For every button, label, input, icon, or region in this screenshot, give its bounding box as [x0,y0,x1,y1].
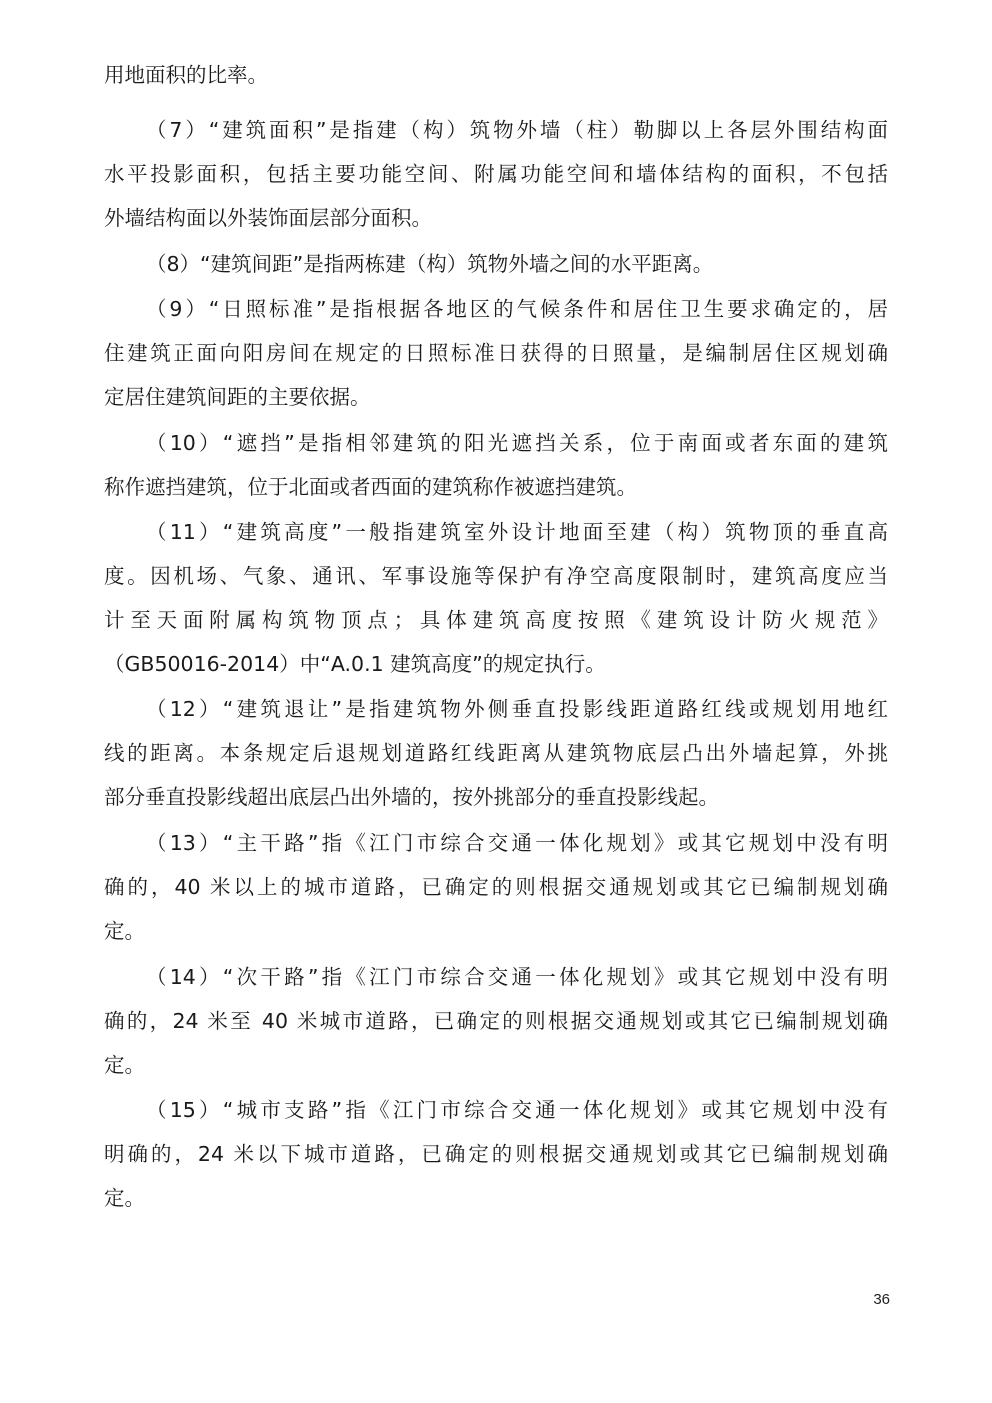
text-line: （13）“主干路”指《江门市综合交通一体化规划》或其它规划中没有明 [146,831,888,855]
text-line: 水平投影面积，包括主要功能空间、附属功能空间和墙体结构的面积，不包括 [104,162,888,186]
text-line: （12）“建筑退让”是指建筑物外侧垂直投影线距道路红线或规划用地红 [146,697,888,721]
text-line: （9）“日照标准”是指根据各地区的气候条件和居住卫生要求确定的，居 [146,297,888,321]
text-line: 定。 [104,1053,145,1077]
page-number: 36 [873,1291,890,1308]
text-line: 度。因机场、气象、通讯、军事设施等保护有净空高度限制时，建筑高度应当 [104,564,888,588]
text-line: （11）“建筑高度”一般指建筑室外设计地面至建（构）筑物顶的垂直高 [146,520,888,544]
text-line: 定。 [104,1186,145,1210]
text-line: （7）“建筑面积”是指建（构）筑物外墙（柱）勒脚以上各层外围结构面 [146,118,888,142]
text-line: 计至天面附属构筑物顶点；具体建筑高度按照《建筑设计防火规范》 [104,608,888,632]
text-line: 确的，24 米至 40 米城市道路，已确定的则根据交通规划或其它已编制规划确 [104,1009,888,1033]
text-line: 外墙结构面以外装饰面层部分面积。 [104,206,432,230]
text-line: 用地面积的比率。 [104,63,268,87]
text-line: 定。 [104,919,145,943]
text-line: 住建筑正面向阳房间在规定的日照标准日获得的日照量，是编制居住区规划确 [104,341,888,365]
text-line: （14）“次干路”指《江门市综合交通一体化规划》或其它规划中没有明 [146,965,888,989]
text-line: 确的，40 米以上的城市道路，已确定的则根据交通规划或其它已编制规划确 [104,875,888,899]
text-line: 明确的，24 米以下城市道路，已确定的则根据交通规划或其它已编制规划确 [104,1142,888,1166]
text-line: （10）“遮挡”是指相邻建筑的阳光遮挡关系，位于南面或者东面的建筑 [146,431,888,455]
text-line: 称作遮挡建筑，位于北面或者西面的建筑称作被遮挡建筑。 [104,475,637,499]
text-line: （GB50016-2014）中“A.0.1 建筑高度”的规定执行。 [104,652,606,676]
text-line: 部分垂直投影线超出底层凸出外墙的，按外挑部分的垂直投影线起。 [104,785,719,809]
text-line: 定居住建筑间距的主要依据。 [104,385,371,409]
text-line: （15）“城市支路”指《江门市综合交通一体化规划》或其它规划中没有 [146,1098,888,1122]
text-line: 线的距离。本条规定后退规划道路红线距离从建筑物底层凸出外墙起算，外挑 [104,741,888,765]
text-line: （8）“建筑间距”是指两栋建（构）筑物外墙之间的水平距离。 [146,252,714,276]
